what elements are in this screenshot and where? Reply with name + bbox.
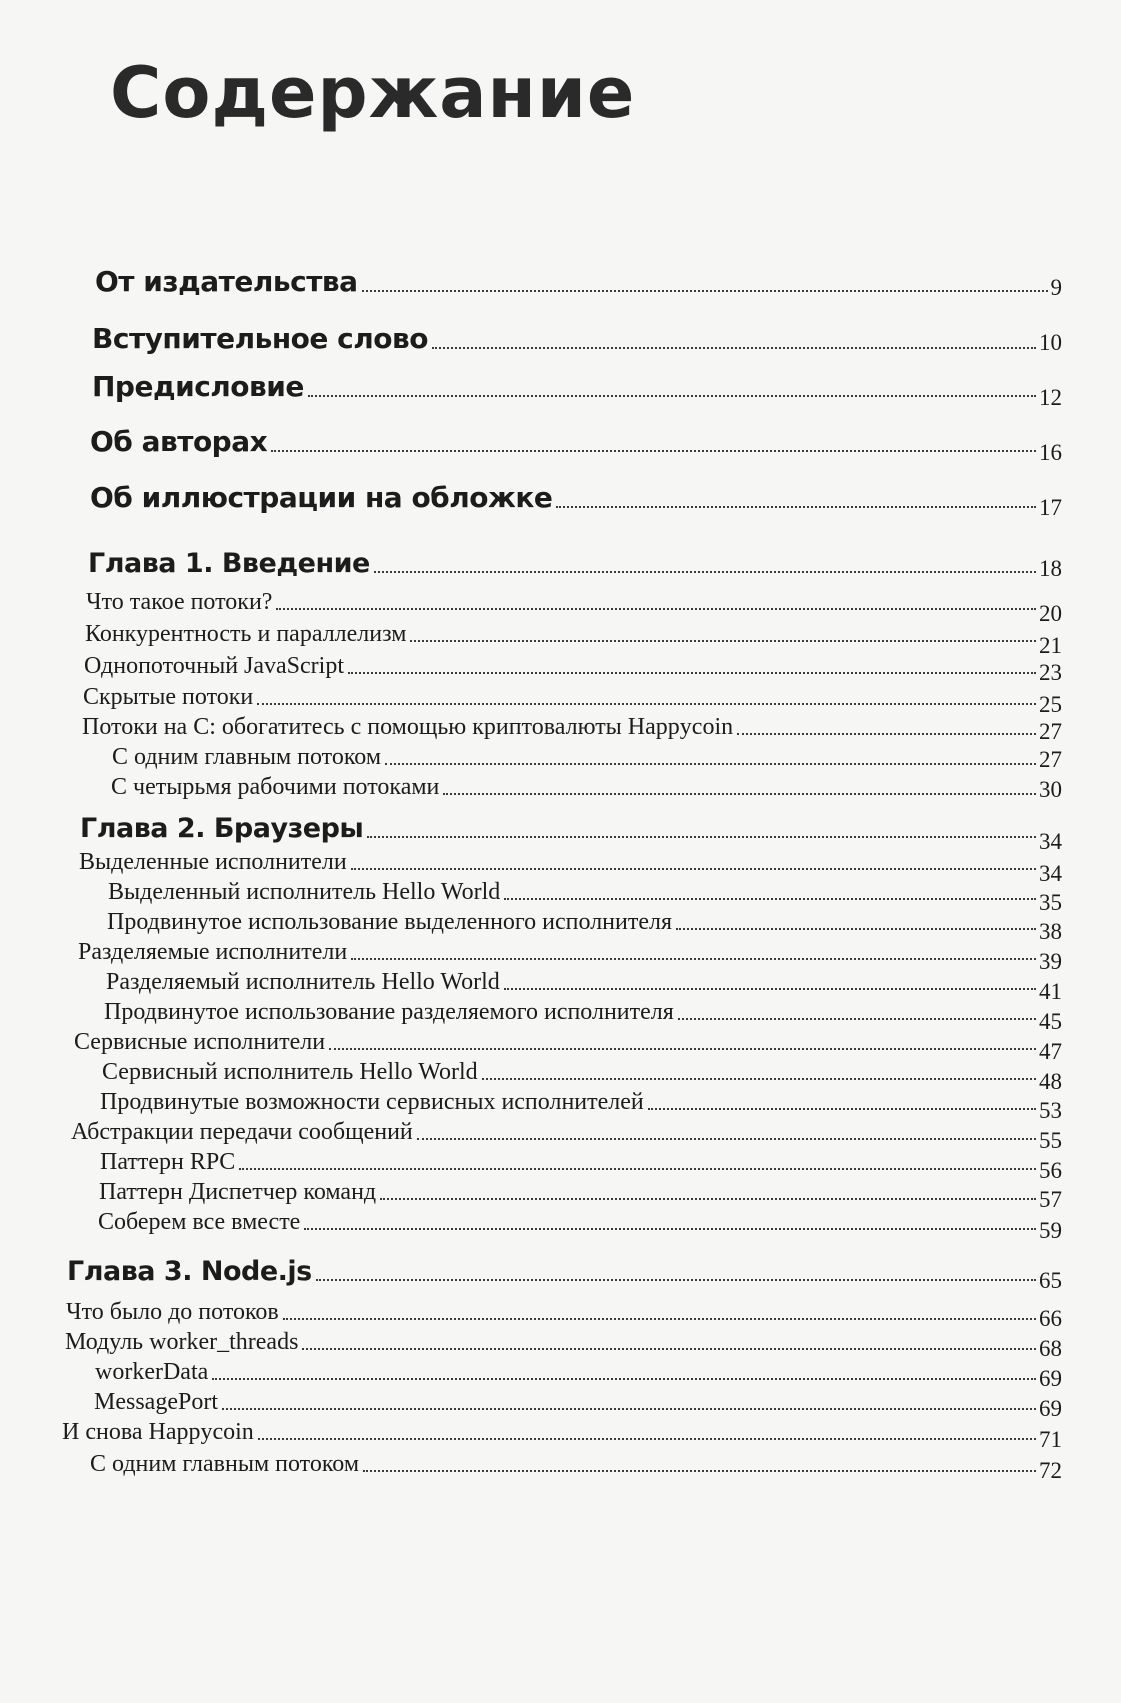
page-number: 41: [1039, 979, 1062, 1004]
dot-leader: [271, 450, 1036, 452]
page-number: 59: [1039, 1218, 1062, 1243]
page-number: 9: [1050, 275, 1062, 300]
entry-title: Потоки на C: обогатитесь с помощью криптовалюты Happycoin: [82, 714, 734, 740]
entry-title: Что такое потоки?: [86, 589, 273, 615]
dot-leader: [385, 763, 1036, 765]
dot-leader: [283, 1318, 1036, 1320]
entry-title: Скрытые потоки: [83, 684, 254, 710]
page-number: 45: [1039, 1009, 1062, 1034]
dot-leader: [257, 703, 1036, 705]
page-number: 65: [1039, 1268, 1062, 1293]
page-number: 27: [1039, 719, 1062, 744]
page-number: 69: [1039, 1366, 1062, 1391]
dot-leader: [308, 395, 1036, 397]
entry-title: С четырьмя рабочими потоками: [111, 774, 440, 800]
dot-leader: [380, 1198, 1036, 1200]
dot-leader: [678, 1018, 1036, 1020]
dot-leader: [363, 1470, 1036, 1472]
entry-title: Предисловие: [92, 370, 304, 403]
entry-title: Глава 2. Браузеры: [80, 813, 364, 844]
entry-title: Разделяемый исполнитель Hello World: [106, 969, 500, 995]
entry-title: Выделенный исполнитель Hello World: [108, 879, 501, 905]
entry-title: От издательства: [95, 265, 358, 298]
dot-leader: [556, 506, 1036, 508]
dot-leader: [410, 640, 1036, 642]
entry-title: Продвинутые возможности сервисных исполнителей: [100, 1089, 644, 1115]
entry-title: Глава 3. Node.js: [67, 1256, 312, 1287]
page-title: Содержание: [110, 52, 636, 134]
page-number: 23: [1039, 660, 1062, 685]
page-number: 68: [1039, 1336, 1062, 1361]
dot-leader: [737, 733, 1036, 735]
page-number: 53: [1039, 1098, 1062, 1123]
page-number: 21: [1039, 633, 1062, 658]
page-number: 20: [1039, 601, 1062, 626]
dot-leader: [432, 347, 1036, 349]
entry-title: Об авторах: [90, 425, 268, 458]
entry-title: Глава 1. Введение: [88, 548, 370, 579]
entry-title: Об иллюстрации на обложке: [90, 481, 553, 514]
page-number: 34: [1039, 861, 1062, 886]
entry-title: Конкурентность и параллелизм: [85, 621, 407, 647]
dot-leader: [676, 928, 1036, 930]
dot-leader: [329, 1048, 1036, 1050]
dot-leader: [367, 836, 1036, 838]
page-number: 34: [1039, 829, 1062, 854]
entry-title: Паттерн RPC: [100, 1149, 236, 1175]
dot-leader: [351, 958, 1036, 960]
entry-title: Выделенные исполнители: [79, 849, 347, 875]
page-number: 10: [1039, 330, 1062, 355]
entry-title: Однопоточный JavaScript: [84, 653, 345, 679]
page-number: 66: [1039, 1306, 1062, 1331]
dot-leader: [316, 1279, 1036, 1281]
page-number: 18: [1039, 556, 1062, 581]
entry-title: Соберем все вместе: [98, 1209, 301, 1235]
entry-title: workerData: [95, 1359, 209, 1385]
dot-leader: [222, 1408, 1036, 1410]
entry-title: И снова Happycoin: [62, 1419, 254, 1445]
page-number: 30: [1039, 777, 1062, 802]
page-number: 12: [1039, 385, 1062, 410]
dot-leader: [504, 988, 1036, 990]
page-number: 17: [1039, 495, 1062, 520]
page-number: 55: [1039, 1128, 1062, 1153]
entry-title: Сервисные исполнители: [74, 1029, 326, 1055]
page-number: 72: [1039, 1458, 1062, 1483]
entry-title: Что было до потоков: [66, 1299, 279, 1325]
entry-title: Модуль worker_threads: [65, 1329, 299, 1355]
dot-leader: [443, 793, 1036, 795]
entry-title: Сервисный исполнитель Hello World: [102, 1059, 478, 1085]
entry-title: Разделяемые исполнители: [78, 939, 348, 965]
dot-leader: [302, 1348, 1036, 1350]
page-number: 71: [1039, 1427, 1062, 1452]
page-number: 47: [1039, 1039, 1062, 1064]
entry-title: С одним главным потоком: [90, 1451, 360, 1477]
dot-leader: [258, 1438, 1036, 1440]
dot-leader: [417, 1138, 1036, 1140]
page-number: 27: [1039, 747, 1062, 772]
dot-leader: [482, 1078, 1036, 1080]
dot-leader: [304, 1228, 1036, 1230]
dot-leader: [212, 1378, 1036, 1380]
page-number: 56: [1039, 1158, 1062, 1183]
page-number: 57: [1039, 1187, 1062, 1212]
dot-leader: [276, 608, 1036, 610]
dot-leader: [504, 898, 1036, 900]
entry-title: Вступительное слово: [92, 322, 428, 355]
entry-title: Продвинутое использование разделяемого исполнителя: [104, 999, 674, 1025]
entry-title: Паттерн Диспетчер команд: [99, 1179, 377, 1205]
dot-leader: [351, 868, 1036, 870]
entry-title: MessagePort: [94, 1389, 218, 1415]
page-number: 16: [1039, 440, 1062, 465]
dot-leader: [362, 290, 1048, 292]
dot-leader: [239, 1168, 1036, 1170]
page-number: 25: [1039, 692, 1062, 717]
entry-title: Продвинутое использование выделенного исполнителя: [107, 909, 673, 935]
page-number: 39: [1039, 949, 1062, 974]
dot-leader: [348, 672, 1036, 674]
page-number: 38: [1039, 919, 1062, 944]
dot-leader: [648, 1108, 1036, 1110]
page-number: 69: [1039, 1396, 1062, 1421]
entry-title: Абстракции передачи сообщений: [71, 1119, 413, 1145]
page-number: 48: [1039, 1069, 1062, 1094]
entry-title: С одним главным потоком: [112, 744, 382, 770]
dot-leader: [374, 571, 1036, 573]
page-number: 35: [1039, 890, 1062, 915]
